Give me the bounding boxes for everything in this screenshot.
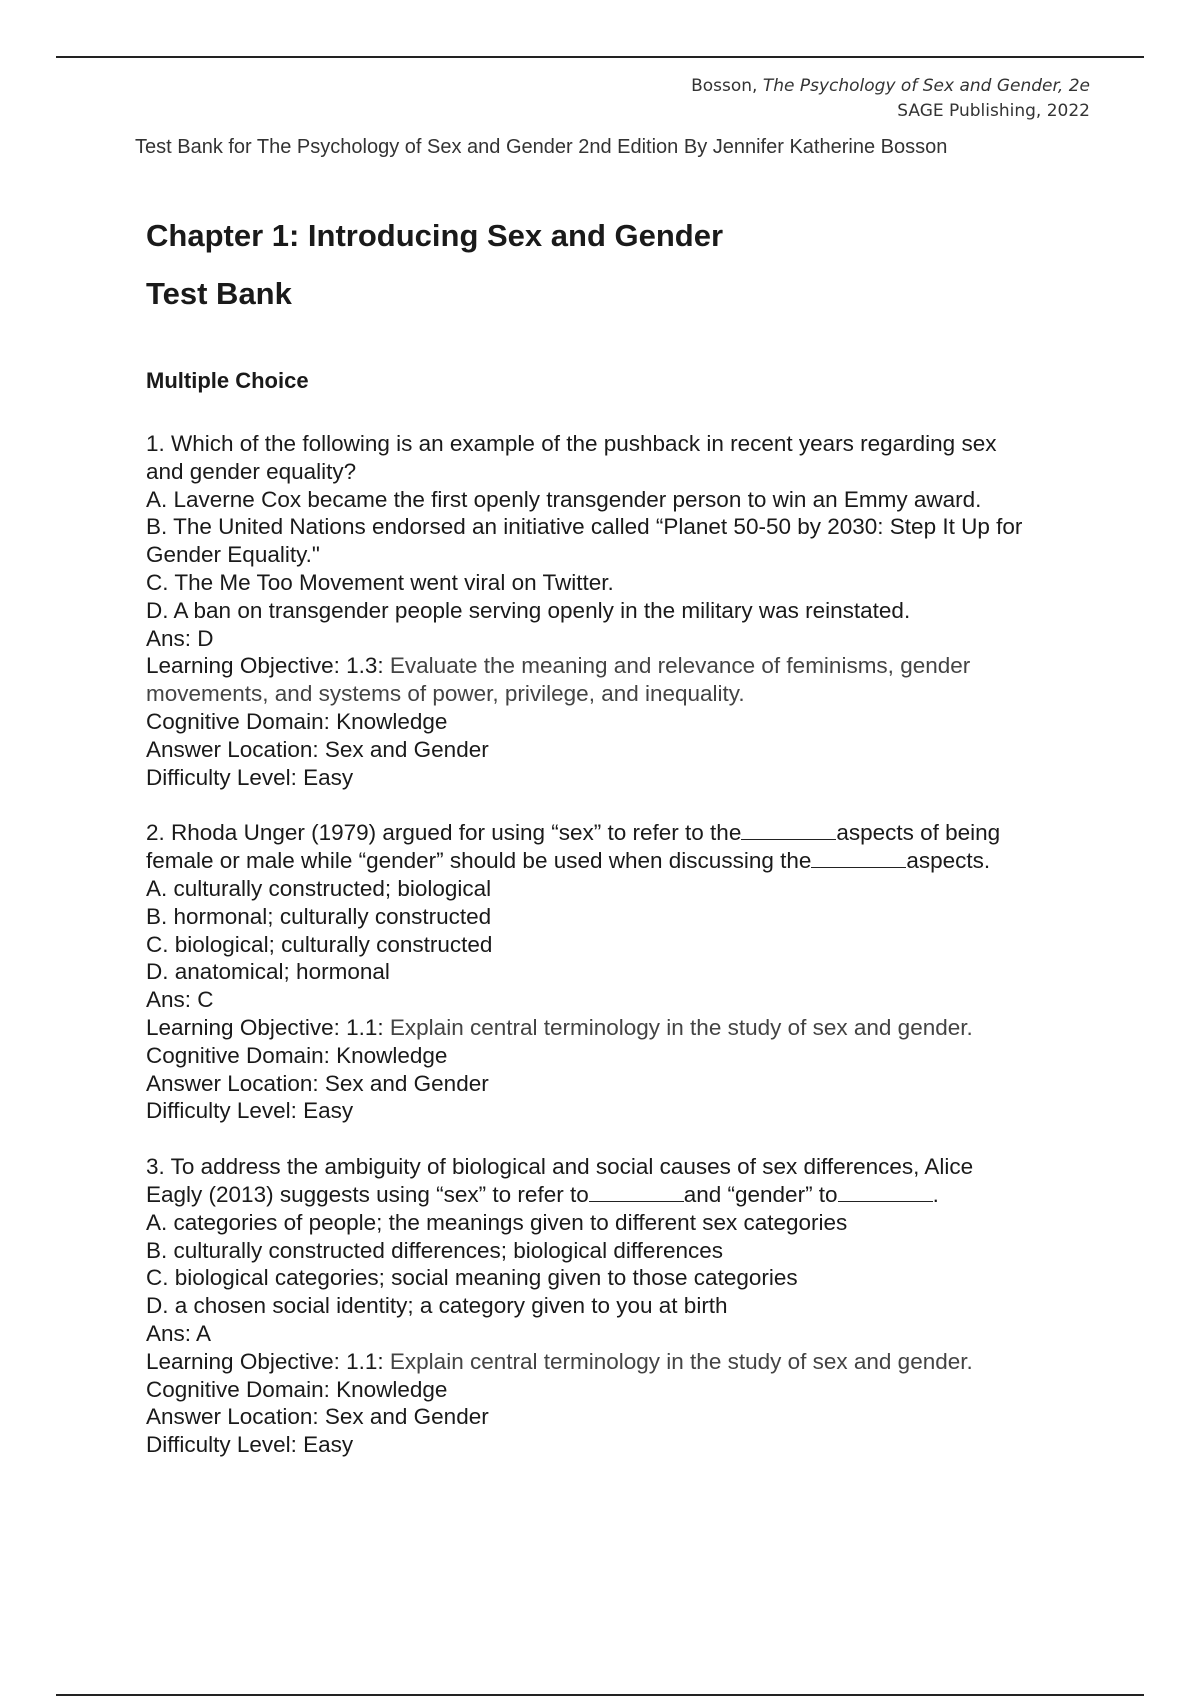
answer: Ans: C (146, 987, 214, 1013)
question-stem (146, 847, 1106, 875)
learning-objective (146, 1014, 1106, 1042)
question-3 (146, 1153, 1106, 1459)
stem-text: 2. Rhoda Unger (1979) argued for using “sex” to refer to the (146, 820, 742, 846)
option-d: D. A ban on transgender people serving openly in the military was reinstated. (146, 597, 911, 623)
option-b: B. culturally constructed differences; biological differences (146, 1237, 723, 1263)
stem-text: aspects. (906, 848, 991, 874)
header-book-title: The Psychology of Sex and Gender, 2e (762, 76, 1090, 96)
stem-text: female or male while “gender” should be used when discussing the (146, 848, 812, 874)
lo-text: Evaluate the meaning and relevance of feminisms, gender (389, 653, 971, 679)
learning-objective-continued (146, 680, 1106, 708)
stem-text: aspects of being (836, 820, 1001, 846)
option-b: B. The United Nations endorsed an initiative called “Planet 50-50 by 2030: Step It Up for (146, 514, 1023, 540)
answer: Ans: D (146, 625, 214, 651)
option-c: C. biological; culturally constructed (146, 931, 493, 957)
question-2 (146, 819, 1106, 1125)
learning-objective (146, 652, 1106, 680)
difficulty-level: Difficulty Level: Easy (146, 1098, 354, 1124)
question-stem: and gender equality? (146, 458, 357, 484)
lo-label: Learning Objective: 1.1: (146, 1014, 390, 1040)
answer-blank (589, 1183, 684, 1202)
option-b-continued: Gender Equality." (146, 542, 320, 568)
top-rule (56, 56, 1144, 58)
lo-text: Explain central terminology in the study of sex and gender. (389, 1348, 973, 1374)
stem-text: . (932, 1181, 939, 1207)
lo-text: movements, and systems of power, privilege, and inequality. (146, 681, 745, 707)
learning-objective (146, 1348, 1106, 1376)
question-stem (146, 1181, 1106, 1209)
cognitive-domain: Cognitive Domain: Knowledge (146, 1376, 448, 1402)
option-d: D. anatomical; hormonal (146, 959, 390, 985)
option-a: A. culturally constructed; biological (146, 875, 492, 901)
lo-label: Learning Objective: 1.3: (146, 653, 390, 679)
answer-location: Answer Location: Sex and Gender (146, 736, 489, 762)
question-1 (146, 430, 1106, 791)
cognitive-domain: Cognitive Domain: Knowledge (146, 708, 448, 734)
option-a: A. categories of people; the meanings given to different sex categories (146, 1209, 848, 1235)
running-header (691, 74, 1090, 124)
difficulty-level: Difficulty Level: Easy (146, 1432, 354, 1458)
answer-location: Answer Location: Sex and Gender (146, 1070, 489, 1096)
stem-text: and “gender” to (683, 1181, 838, 1207)
difficulty-level: Difficulty Level: Easy (146, 764, 354, 790)
option-c: C. biological categories; social meaning given to those categories (146, 1265, 798, 1291)
question-stem: 3. To address the ambiguity of biological and social causes of sex differences, Alice (146, 1154, 974, 1180)
answer-blank (838, 1183, 933, 1202)
section-heading: Multiple Choice (146, 368, 309, 393)
lo-label: Learning Objective: 1.1: (146, 1348, 390, 1374)
option-a: A. Laverne Cox became the first openly transgender person to win an Emmy award. (146, 486, 982, 512)
bottom-rule (56, 1694, 1144, 1696)
lo-text: Explain central terminology in the study of sex and gender. (389, 1014, 973, 1040)
page-content (146, 214, 1106, 1459)
option-b: B. hormonal; culturally constructed (146, 903, 492, 929)
question-stem: 1. Which of the following is an example of the pushback in recent years regarding sex (146, 431, 997, 456)
chapter-title: Chapter 1: Introducing Sex and Gender (146, 218, 724, 253)
header-author: Bosson, (691, 76, 763, 96)
answer-blank (741, 821, 836, 840)
question-stem (146, 819, 1106, 847)
option-d: D. a chosen social identity; a category given to you at birth (146, 1293, 728, 1319)
answer-blank (811, 849, 906, 868)
test-bank-heading: Test Bank (146, 276, 292, 311)
answer-location: Answer Location: Sex and Gender (146, 1404, 489, 1430)
header-publisher: SAGE Publishing, 2022 (897, 101, 1090, 121)
answer: Ans: A (146, 1320, 212, 1346)
option-c: C. The Me Too Movement went viral on Twitter. (146, 569, 614, 595)
cognitive-domain: Cognitive Domain: Knowledge (146, 1042, 448, 1068)
header-citation (691, 74, 1090, 99)
document-title: Test Bank for The Psychology of Sex and Gender 2nd Edition By Jennifer Katherine Bosson (135, 136, 948, 158)
stem-text: Eagly (2013) suggests using “sex” to refer to (146, 1181, 589, 1207)
